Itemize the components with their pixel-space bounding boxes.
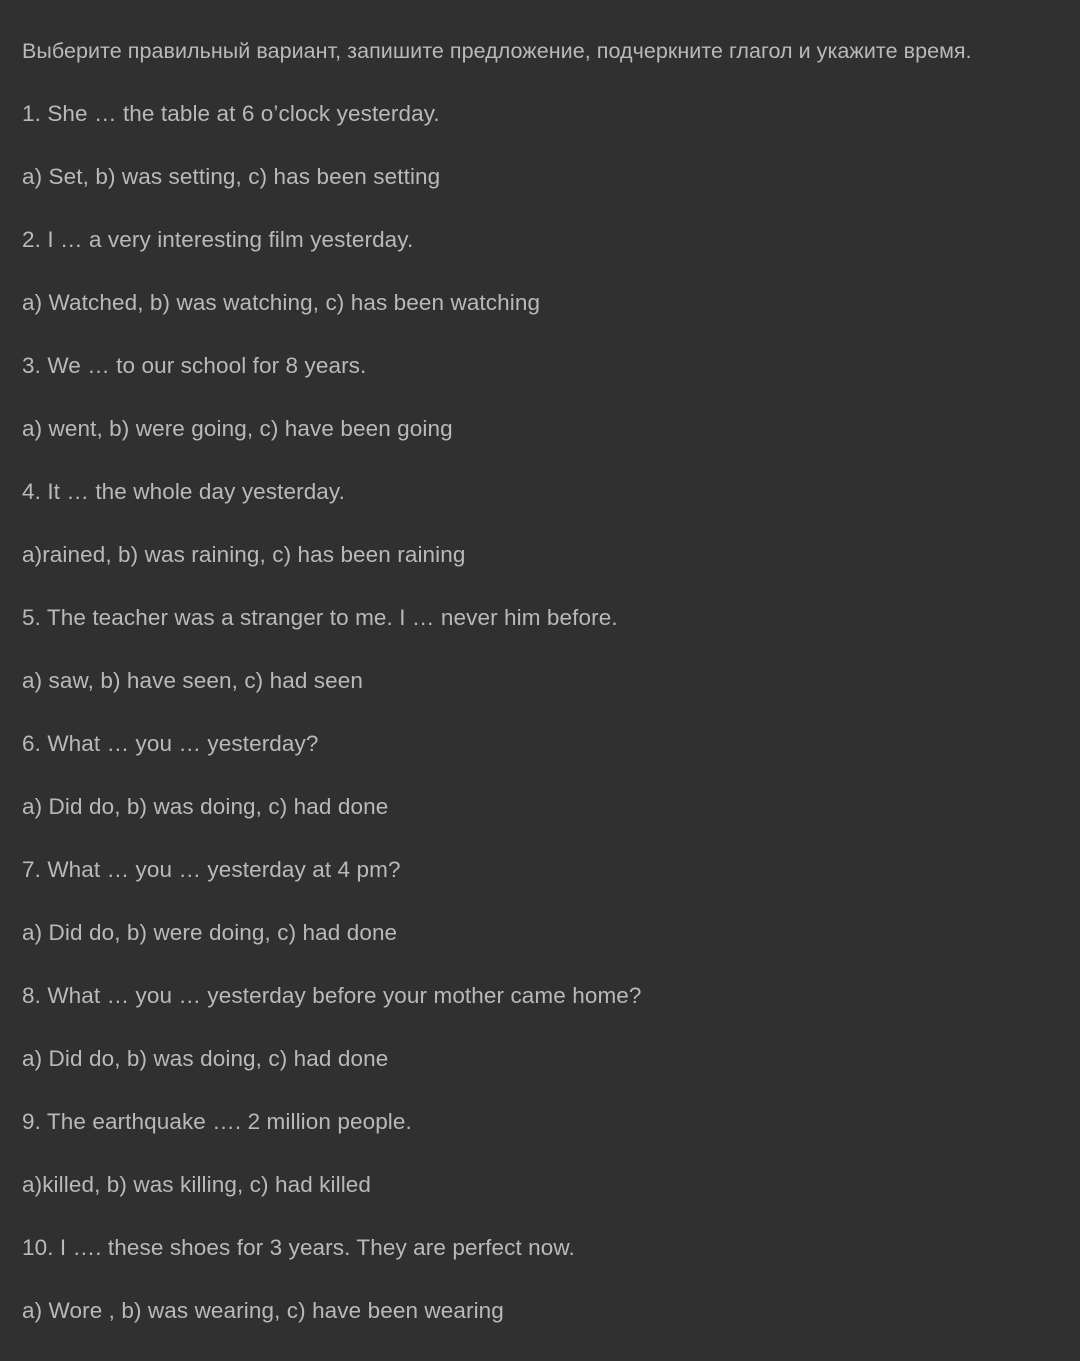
question-9: 9. The earthquake …. 2 million people. bbox=[22, 1109, 412, 1134]
question-8: 8. What … you … yesterday before your mother came home? bbox=[22, 983, 642, 1008]
question-4: 4. It … the whole day yesterday. bbox=[22, 479, 345, 504]
question-7: 7. What … you … yesterday at 4 pm? bbox=[22, 857, 401, 882]
question-1: 1. She … the table at 6 o’clock yesterday. bbox=[22, 101, 440, 126]
question-2: 2. I … a very interesting film yesterday. bbox=[22, 227, 414, 252]
options-8: a) Did do, b) was doing, c) had done bbox=[22, 1046, 389, 1071]
options-5: a) saw, b) have seen, c) had seen bbox=[22, 668, 363, 693]
options-10: a) Wore , b) was wearing, c) have been wearing bbox=[22, 1298, 504, 1323]
options-7: a) Did do, b) were doing, c) had done bbox=[22, 920, 398, 945]
options-9: a)killed, b) was killing, c) had killed bbox=[22, 1172, 372, 1197]
options-4: a)rained, b) was raining, c) has been raining bbox=[22, 542, 466, 567]
question-5: 5. The teacher was a stranger to me. I … never him before. bbox=[22, 605, 618, 630]
options-1: a) Set, b) was setting, c) has been setting bbox=[22, 164, 441, 189]
question-6: 6. What … you … yesterday? bbox=[22, 731, 319, 756]
options-2: a) Watched, b) was watching, c) has been watching bbox=[22, 290, 541, 315]
question-10: 10. I …. these shoes for 3 years. They are perfect now. bbox=[22, 1235, 575, 1260]
instruction-text: Выберите правильный вариант, запишите предложение, подчеркните глагол и укажите время. bbox=[22, 39, 972, 63]
options-3: a) went, b) were going, c) have been going bbox=[22, 416, 453, 441]
options-6: a) Did do, b) was doing, c) had done bbox=[22, 794, 389, 819]
question-3: 3. We … to our school for 8 years. bbox=[22, 353, 367, 378]
